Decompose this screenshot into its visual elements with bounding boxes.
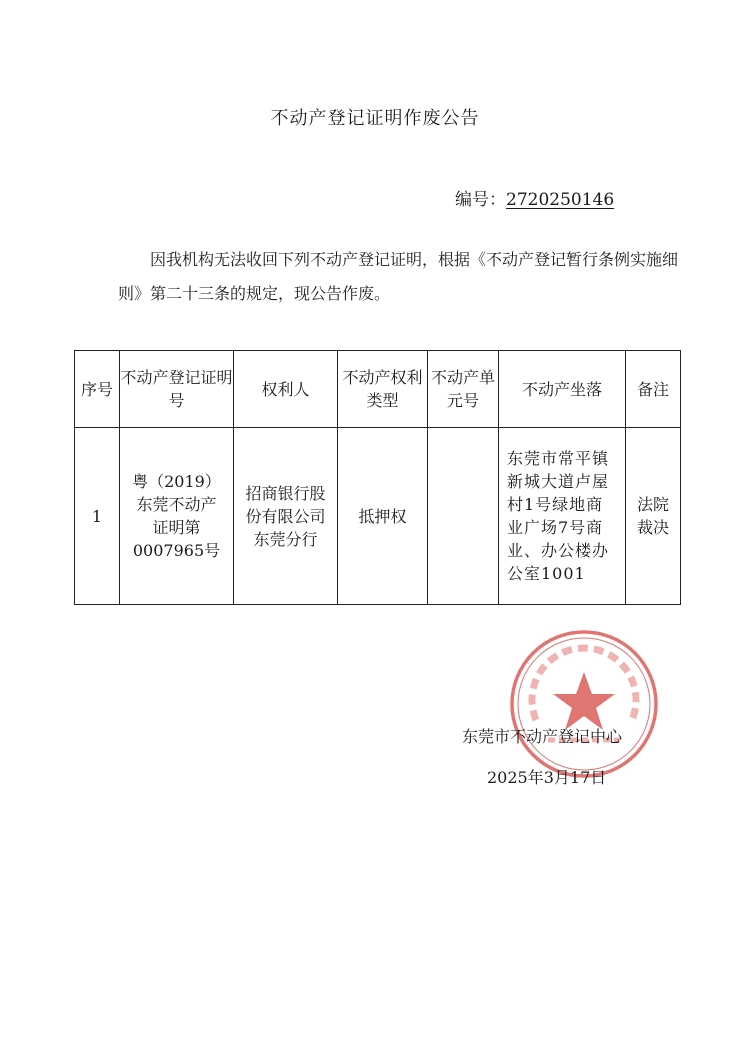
certificate-table: [74, 350, 681, 605]
document-number-value: 2720250146: [506, 190, 615, 210]
header-cert-no: 不动产登记证明号: [120, 351, 234, 428]
header-location: 不动产坐落: [499, 351, 626, 428]
cell-unit-no: [428, 428, 499, 605]
header-unit-no: 不动产单元号: [428, 351, 499, 428]
document-title: 不动产登记证明作废公告: [270, 108, 480, 129]
header-remark: 备注: [626, 351, 681, 428]
document-number: [455, 185, 614, 210]
issuing-organization: 东莞市不动产登记中心: [462, 727, 623, 746]
table-row: [75, 428, 681, 605]
cell-index: 1: [75, 428, 120, 605]
table-header-row: [75, 351, 681, 428]
header-index: 序号: [75, 351, 120, 428]
cell-cert-no: 粤（2019）东莞不动产证明第0007965号: [120, 428, 234, 605]
cell-right-type: 抵押权: [338, 428, 428, 605]
header-owner: 权利人: [234, 351, 338, 428]
issue-date: 2025年3月17日: [487, 768, 607, 787]
announcement-text: 因我机构无法收回下列不动产登记证明，根据《不动产登记暂行条例实施细则》第二十三条的规定，现公告作废。: [118, 250, 679, 303]
cell-location: 东莞市常平镇新城大道卢屋村1号绿地商业广场7号商业、办公楼办公室1001: [499, 428, 626, 605]
document-number-label: 编号：: [455, 190, 506, 210]
header-right-type: 不动产权利类型: [338, 351, 428, 428]
official-seal-icon: [508, 628, 660, 780]
cell-owner: 招商银行股份有限公司东莞分行: [234, 428, 338, 605]
cell-remark: 法院裁决: [626, 428, 681, 605]
announcement-paragraph: [118, 243, 683, 311]
